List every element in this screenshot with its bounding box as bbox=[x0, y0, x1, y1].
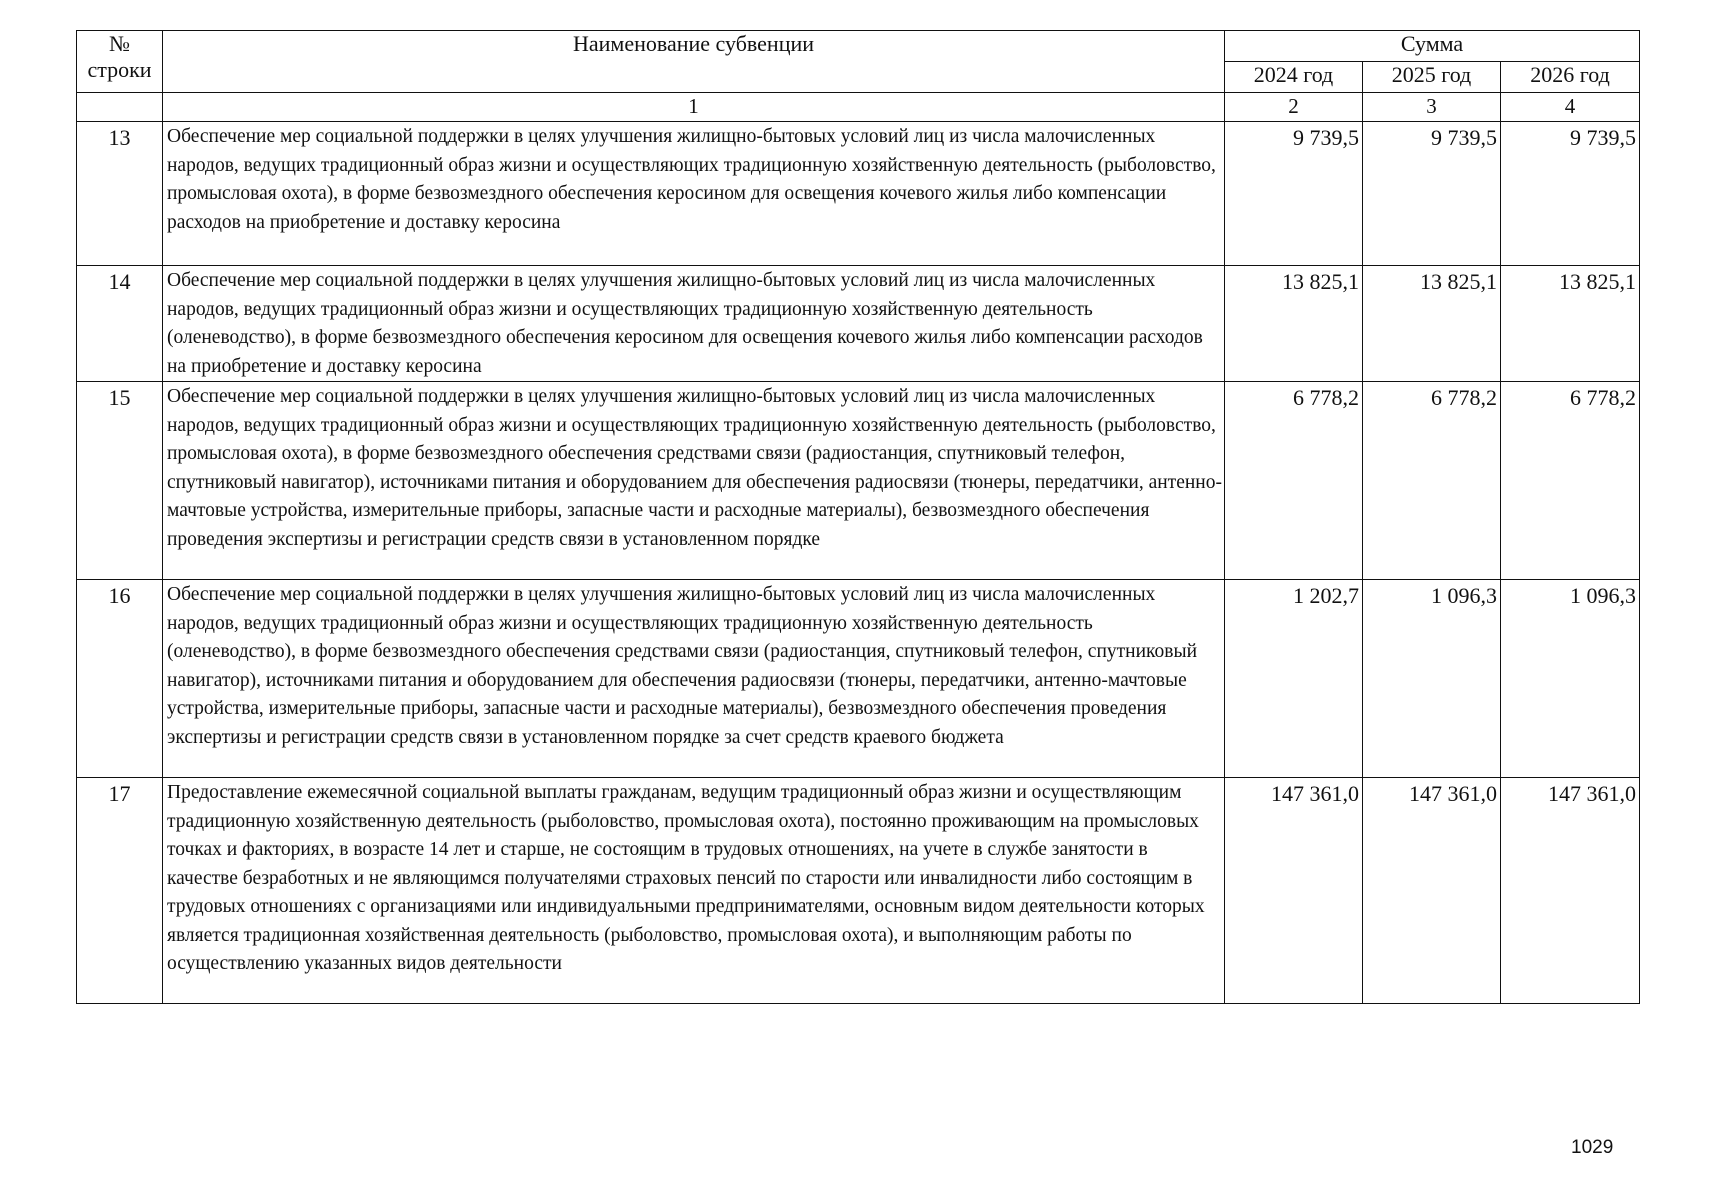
header-row-number-line1: № bbox=[109, 31, 130, 56]
amount-2026: 13 825,1 bbox=[1501, 266, 1640, 382]
header-sum: Сумма bbox=[1225, 31, 1640, 62]
header-row-number-line2: строки bbox=[87, 57, 152, 82]
column-index-cell: 2 bbox=[1225, 93, 1363, 122]
subvention-name: Предоставление ежемесячной социальной выплаты гражданам, ведущим традиционный образ жизни и осуществляющим традиционную хозяйственную деятельность (рыболовство, промысловая охота), постоянно проживающим на промысловых точках и факториях, в возрасте 14 лет и старше, не состоящим в трудовых отношениях, на учете в службе занятости в качестве безработных и не являющимся получателями страховых пенсий по старости или инвалидности либо состоящим в трудовых отношениях с организациями или индивидуальными предпринимателями, основным видом деятельности которых является традиционная хозяйственная деятельность (рыболовство, промысловая охота), и выполняющим работы по осуществлению указанных видов деятельности bbox=[163, 778, 1225, 1004]
table-row bbox=[77, 778, 1640, 1004]
amount-2024: 13 825,1 bbox=[1225, 266, 1363, 382]
row-number: 14 bbox=[77, 266, 163, 382]
column-index-cell: 3 bbox=[1363, 93, 1501, 122]
row-number: 16 bbox=[77, 580, 163, 778]
amount-2025: 1 096,3 bbox=[1363, 580, 1501, 778]
amount-2026: 147 361,0 bbox=[1501, 778, 1640, 1004]
header-subvention-name: Наименование субвенции bbox=[163, 31, 1225, 93]
header-year-2024: 2024 год bbox=[1225, 62, 1363, 93]
amount-2025: 147 361,0 bbox=[1363, 778, 1501, 1004]
subvention-table-container bbox=[76, 30, 1639, 1004]
amount-2024: 6 778,2 bbox=[1225, 382, 1363, 580]
row-number: 15 bbox=[77, 382, 163, 580]
column-index-row bbox=[77, 93, 1640, 122]
subvention-name: Обеспечение мер социальной поддержки в целях улучшения жилищно-бытовых условий лиц из числа малочисленных народов, ведущих традиционный образ жизни и осуществляющих традиционную хозяйственную деятельность (оленеводство), в форме безвозмездного обеспечения керосином для освещения кочевого жилья либо компенсации расходов на приобретение и доставку керосина bbox=[163, 266, 1225, 382]
row-number: 13 bbox=[77, 122, 163, 266]
amount-2024: 147 361,0 bbox=[1225, 778, 1363, 1004]
table-row bbox=[77, 580, 1640, 778]
header-row-number bbox=[77, 31, 163, 93]
header-row-1 bbox=[77, 31, 1640, 62]
amount-2025: 9 739,5 bbox=[1363, 122, 1501, 266]
amount-2024: 9 739,5 bbox=[1225, 122, 1363, 266]
header-year-2026: 2026 год bbox=[1501, 62, 1640, 93]
table-row bbox=[77, 266, 1640, 382]
amount-2026: 9 739,5 bbox=[1501, 122, 1640, 266]
subvention-table bbox=[76, 30, 1640, 1004]
page-number: 1029 bbox=[1571, 1137, 1614, 1158]
column-index-cell: 1 bbox=[163, 93, 1225, 122]
column-index-cell: 4 bbox=[1501, 93, 1640, 122]
column-index-cell bbox=[77, 93, 163, 122]
subvention-name: Обеспечение мер социальной поддержки в целях улучшения жилищно-бытовых условий лиц из числа малочисленных народов, ведущих традиционный образ жизни и осуществляющих традиционную хозяйственную деятельность (оленеводство), в форме безвозмездного обеспечения средствами связи (радиостанция, спутниковый телефон, спутниковый навигатор), источниками питания и оборудованием для обеспечения радиосвязи (тюнеры, передатчики, антенно-мачтовые устройства, измерительные приборы, запасные части и расходные материалы), безвозмездного обеспечения проведения экспертизы и регистрации средств связи в установленном порядке за счет средств краевого бюджета bbox=[163, 580, 1225, 778]
amount-2026: 1 096,3 bbox=[1501, 580, 1640, 778]
amount-2026: 6 778,2 bbox=[1501, 382, 1640, 580]
amount-2025: 6 778,2 bbox=[1363, 382, 1501, 580]
amount-2025: 13 825,1 bbox=[1363, 266, 1501, 382]
table-row bbox=[77, 382, 1640, 580]
row-number: 17 bbox=[77, 778, 163, 1004]
subvention-name: Обеспечение мер социальной поддержки в целях улучшения жилищно-бытовых условий лиц из числа малочисленных народов, ведущих традиционный образ жизни и осуществляющих традиционную хозяйственную деятельность (рыболовство, промысловая охота), в форме безвозмездного обеспечения средствами связи (радиостанция, спутниковый телефон, спутниковый навигатор), источниками питания и оборудованием для обеспечения радиосвязи (тюнеры, передатчики, антенно-мачтовые устройства, измерительные приборы, запасные части и расходные материалы), безвозмездного обеспечения проведения экспертизы и регистрации средств связи в установленном порядке bbox=[163, 382, 1225, 580]
header-year-2025: 2025 год bbox=[1363, 62, 1501, 93]
amount-2024: 1 202,7 bbox=[1225, 580, 1363, 778]
table-row bbox=[77, 122, 1640, 266]
subvention-name: Обеспечение мер социальной поддержки в целях улучшения жилищно-бытовых условий лиц из числа малочисленных народов, ведущих традиционный образ жизни и осуществляющих традиционную хозяйственную деятельность (рыболовство, промысловая охота), в форме безвозмездного обеспечения керосином для освещения кочевого жилья либо компенсации расходов на приобретение и доставку керосина bbox=[163, 122, 1225, 266]
